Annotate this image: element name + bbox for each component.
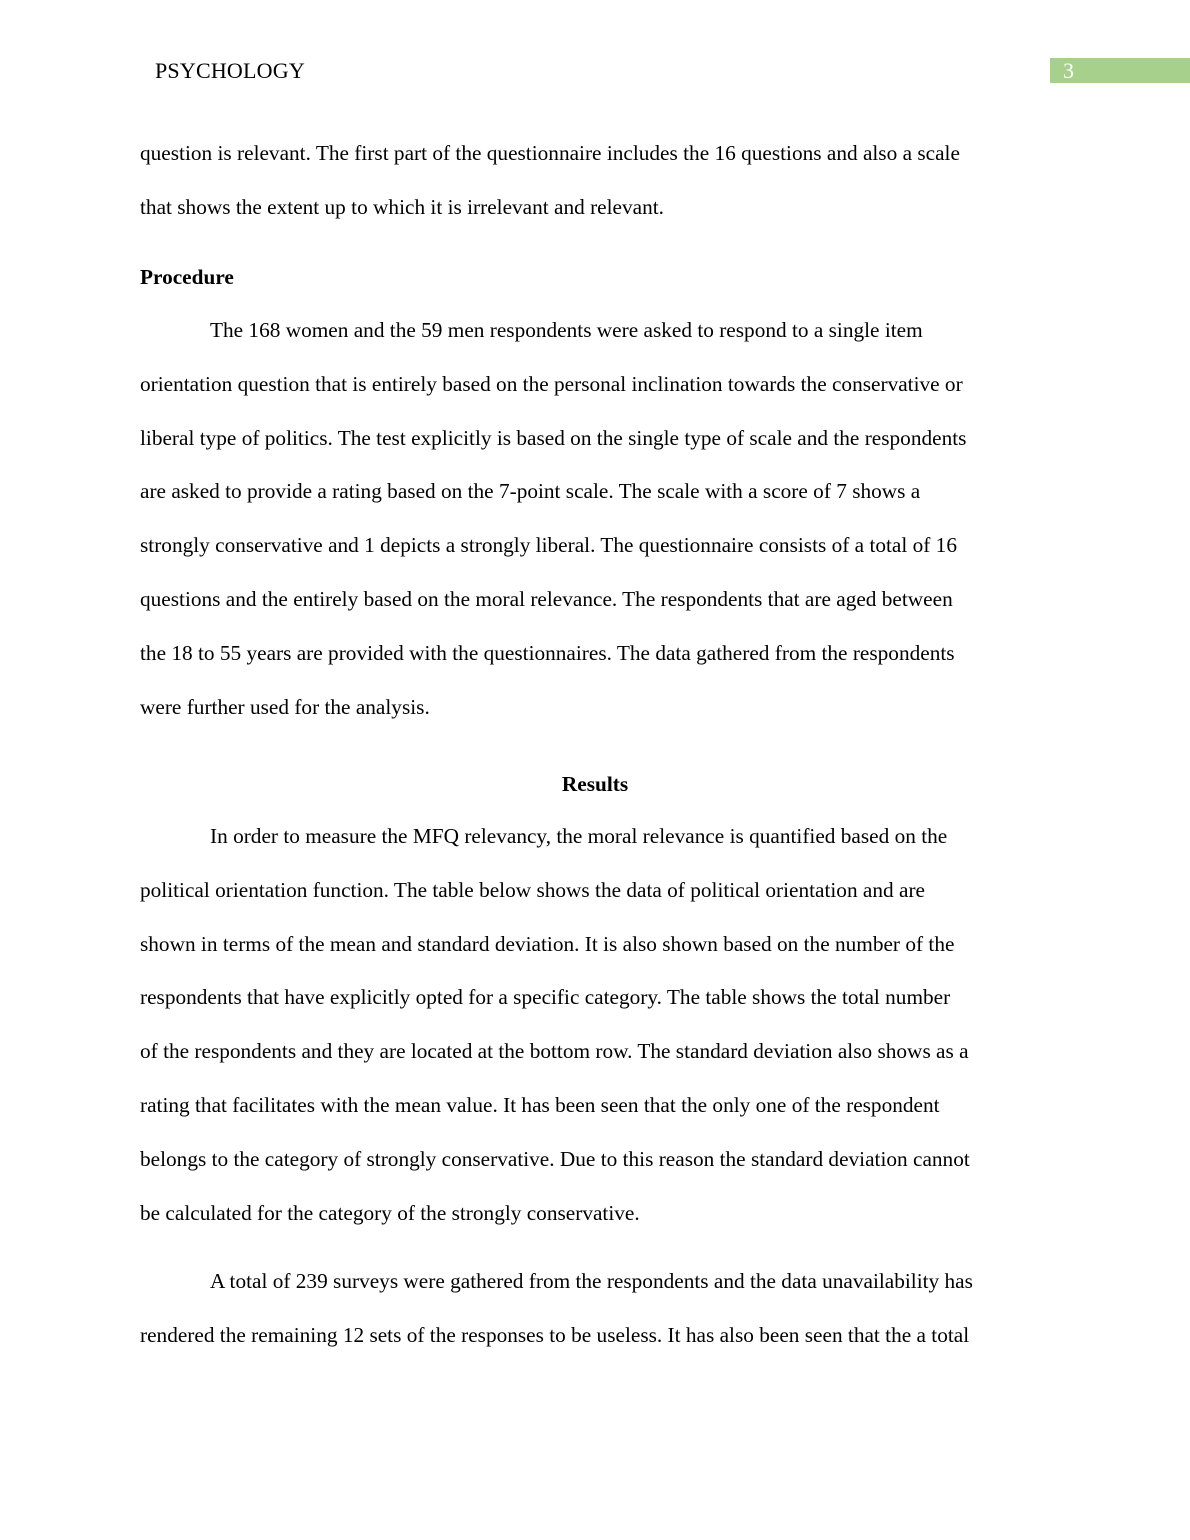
results-paragraph-1 <box>140 810 1060 1240</box>
page-number: 3 <box>1063 58 1074 83</box>
procedure-heading: Procedure <box>140 265 234 289</box>
text-line: The 168 women and the 59 men respondents were asked to respond to a single item <box>210 318 923 342</box>
text-line: of the respondents and they are located at the bottom row. The standard deviation also shows as a <box>140 1039 969 1064</box>
running-head: PSYCHOLOGY <box>155 58 305 83</box>
results-paragraph-2 <box>140 1255 1060 1363</box>
text-line: that shows the extent up to which it is irrelevant and relevant. <box>140 194 664 219</box>
text-line: rating that facilitates with the mean value. It has been seen that the only one of the respondent <box>140 1092 940 1117</box>
text-line: rendered the remaining 12 sets of the responses to be useless. It has also been seen that the a total <box>140 1322 970 1347</box>
intro-paragraph <box>140 127 1060 235</box>
text-line: liberal type of politics. The test explicitly is based on the single type of scale and the respondents <box>140 425 967 450</box>
text-line: political orientation function. The table below shows the data of political orientation and are <box>140 877 925 902</box>
text-line: are asked to provide a rating based on the 7-point scale. The scale with a score of 7 shows a <box>140 479 921 504</box>
text-line: were further used for the analysis. <box>140 694 430 719</box>
text-line: belongs to the category of strongly conservative. Due to this reason the standard deviation cannot <box>140 1146 970 1171</box>
text-line: In order to measure the MFQ relevancy, the moral relevance is quantified based on the <box>210 824 948 848</box>
page-number-badge <box>1050 58 1190 83</box>
text-line: shown in terms of the mean and standard deviation. It is also shown based on the number of the <box>140 931 955 956</box>
text-line: the 18 to 55 years are provided with the questionnaires. The data gathered from the respondents <box>140 640 955 665</box>
text-line: questions and the entirely based on the moral relevance. The respondents that are aged between <box>140 586 953 611</box>
text-line: question is relevant. The first part of the questionnaire includes the 16 questions and also a scale <box>140 141 960 165</box>
text-line: A total of 239 surveys were gathered from the respondents and the data unavailability has <box>210 1269 973 1293</box>
text-line: orientation question that is entirely based on the personal inclination towards the conservative or <box>140 371 963 396</box>
procedure-paragraph <box>140 304 1060 734</box>
text-line: be calculated for the category of the strongly conservative. <box>140 1200 640 1225</box>
text-line: respondents that have explicitly opted for a specific category. The table shows the total number <box>140 985 951 1010</box>
text-line: strongly conservative and 1 depicts a strongly liberal. The questionnaire consists of a total of 16 <box>140 533 957 558</box>
results-heading: Results <box>561 772 629 796</box>
